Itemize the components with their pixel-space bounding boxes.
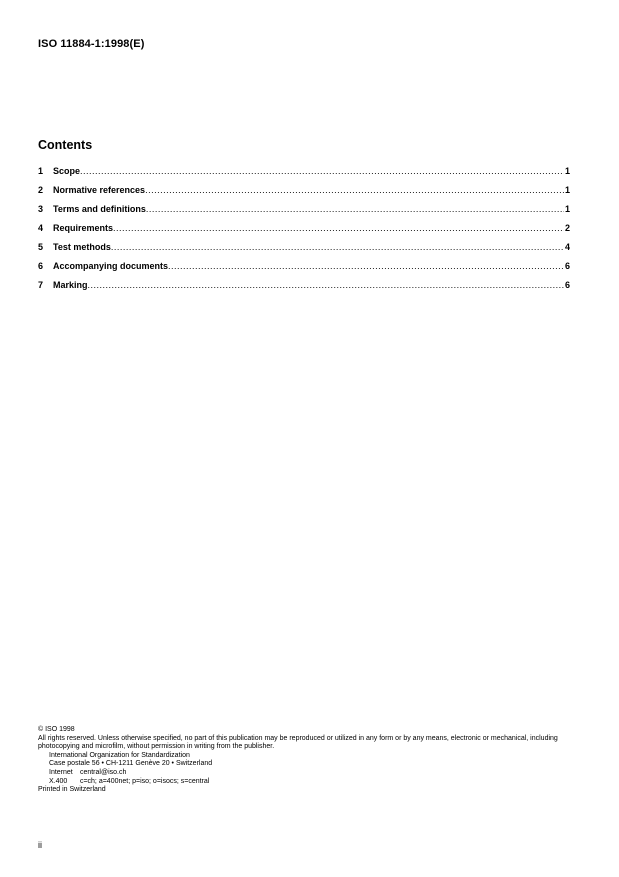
- copyright-address: Case postale 56 • CH-1211 Genève 20 • Switzerland: [49, 760, 213, 768]
- copyright-organization: International Organization for Standardization: [49, 751, 190, 759]
- toc-entry-scope[interactable]: [38, 166, 570, 185]
- internet-email[interactable]: central@iso.ch: [79, 768, 127, 776]
- toc-entry-terms-and-definitions[interactable]: [38, 204, 570, 223]
- printed-location: Printed in Switzerland: [38, 786, 106, 794]
- toc-entry-title: Test methods: [53, 242, 111, 252]
- toc-entry-number: 4: [38, 223, 44, 233]
- page-number: ii: [38, 840, 42, 850]
- toc-dot-leader: [111, 242, 564, 252]
- toc-entry-title: Requirements: [53, 223, 114, 233]
- toc-entry-page: 1: [564, 204, 570, 214]
- toc-entry-requirements[interactable]: [38, 223, 570, 242]
- table-of-contents: [38, 166, 570, 299]
- toc-entry-number: 7: [38, 280, 44, 290]
- toc-entry-normative-references[interactable]: [38, 185, 570, 204]
- document-identifier: ISO 11884-1:1998(E): [38, 38, 145, 50]
- copyright-block: [38, 726, 578, 795]
- toc-entry-page: 6: [564, 261, 570, 271]
- x400-label: X.400: [49, 777, 68, 785]
- toc-entry-title: Normative references: [53, 185, 146, 195]
- toc-entry-page: 1: [564, 166, 570, 176]
- toc-entry-page: 6: [564, 280, 570, 290]
- copyright-rights-statement: All rights reserved. Unless otherwise specified, no part of this publication may be reproduced or utilized in any form or by any means, electronic or mechanical, including photocopying and microfilm, without permission in writing from the publisher.: [38, 734, 558, 751]
- toc-dot-leader: [168, 261, 564, 271]
- toc-dot-leader: [146, 204, 564, 214]
- toc-entry-page: 4: [564, 242, 570, 252]
- toc-entry-test-methods[interactable]: [38, 242, 570, 261]
- toc-dot-leader: [145, 185, 564, 195]
- toc-dot-leader: [113, 223, 564, 233]
- toc-entry-page: 2: [564, 223, 570, 233]
- toc-entry-number: 5: [38, 242, 44, 252]
- toc-dot-leader: [80, 166, 564, 176]
- copyright-internet: [38, 769, 578, 778]
- toc-entry-page: 1: [564, 185, 570, 195]
- x400-address: c=ch; a=400net; p=iso; o=isocs; s=central: [79, 777, 210, 785]
- toc-entry-number: 2: [38, 185, 44, 195]
- toc-entry-title: Scope: [53, 166, 81, 176]
- toc-entry-accompanying-documents[interactable]: [38, 261, 570, 280]
- toc-entry-title: Terms and definitions: [53, 204, 146, 214]
- contents-heading: Contents: [38, 138, 93, 152]
- toc-entry-title: Marking: [53, 280, 88, 290]
- toc-entry-title: Accompanying documents: [53, 261, 169, 271]
- copyright-x400: [38, 778, 578, 787]
- toc-entry-number: 6: [38, 261, 44, 271]
- toc-entry-number: 1: [38, 166, 44, 176]
- copyright-notice: © ISO 1998: [38, 726, 75, 733]
- toc-dot-leader: [88, 280, 564, 290]
- internet-label: Internet: [49, 768, 73, 776]
- toc-entry-marking[interactable]: [38, 280, 570, 299]
- toc-entry-number: 3: [38, 204, 44, 214]
